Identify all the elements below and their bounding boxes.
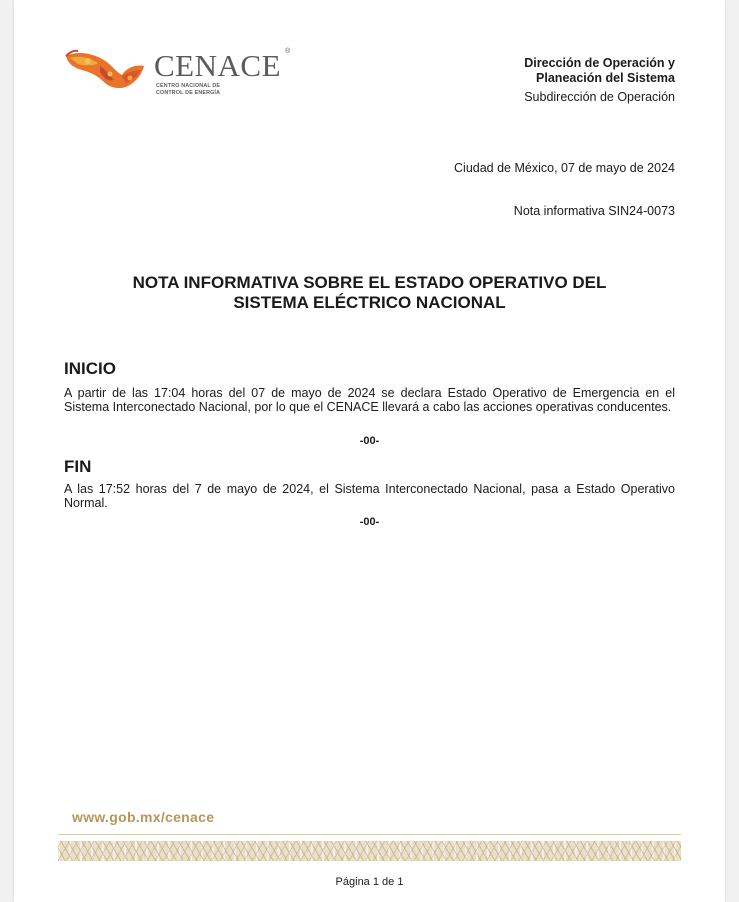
footer-decorative-band [58, 841, 681, 861]
department-line2: Planeación del Sistema [536, 71, 675, 85]
section-separator: -00- [359, 516, 380, 528]
logo-subtitle [156, 83, 220, 97]
title-line1: NOTA INFORMATIVA SOBRE EL ESTADO OPERATIVO DEL [132, 273, 607, 292]
section-heading-inicio: INICIO [64, 359, 116, 378]
note-number: Nota informativa SIN24-0073 [513, 204, 675, 218]
document-page [14, 0, 725, 902]
date-line: Ciudad de México, 07 de mayo de 2024 [454, 161, 675, 175]
mexico-map-icon [64, 48, 148, 94]
department-line1: Dirección de Operación y [524, 56, 675, 70]
cenace-logo [64, 44, 304, 104]
title-line2: SISTEMA ELÉCTRICO NACIONAL [233, 293, 506, 312]
section-separator: -00- [359, 435, 380, 447]
department-header [524, 56, 675, 105]
section-heading-fin: FIN [64, 457, 92, 476]
section-body-fin: A las 17:52 horas del 7 de mayo de 2024, el Sistema Interconectado Nacional, pasa a Estado Operativo Normal. [64, 482, 675, 510]
section-body-inicio: A partir de las 17:04 horas del 07 de mayo de 2024 se declara Estado Operativo de Emergencia en el Sistema Interconectado Nacional, por lo que el CENACE llevará a cabo las acciones operativas conducentes. [64, 386, 675, 414]
footer-divider [58, 834, 681, 835]
document-title [64, 273, 675, 313]
logo-wordmark: CENACE [154, 48, 281, 83]
page-number: Página 1 de 1 [335, 876, 404, 888]
registered-mark: ® [285, 48, 291, 55]
footer-url-link[interactable]: www.gob.mx/cenace [72, 809, 215, 825]
logo-subtitle-line2: CONTROL DE ENERGÍA [156, 90, 221, 96]
logo-subtitle-line1: CENTRO NACIONAL DE [156, 83, 221, 89]
subdepartment: Subdirección de Operación [524, 90, 675, 104]
